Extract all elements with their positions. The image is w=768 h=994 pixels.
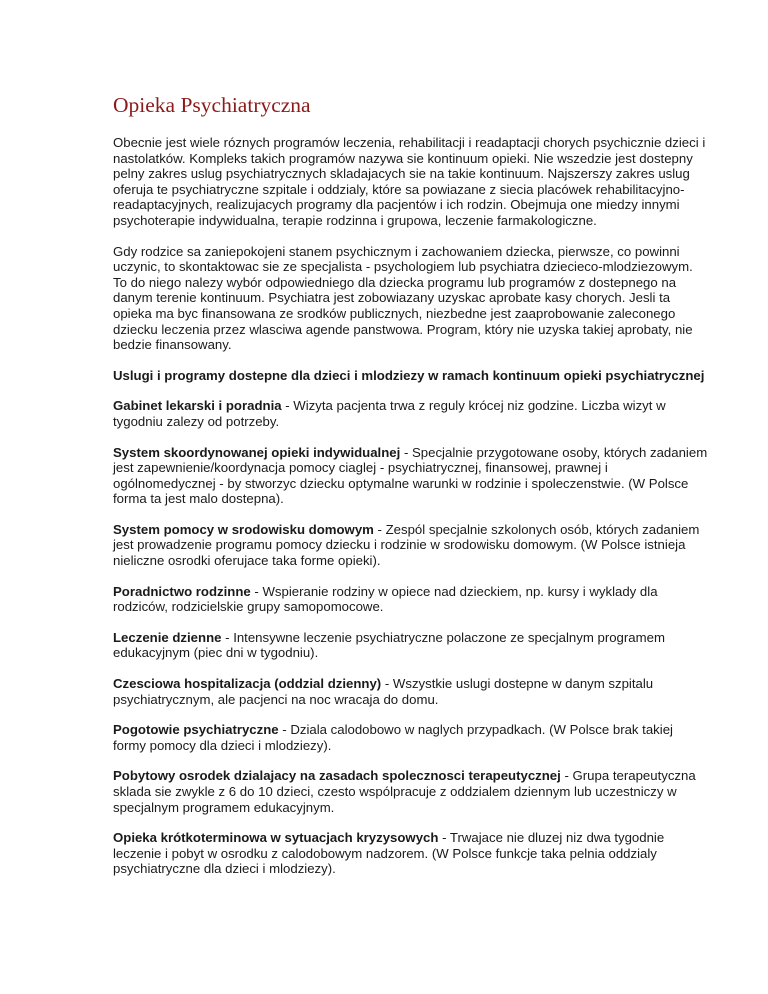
item-term: Pogotowie psychiatryczne <box>113 722 279 738</box>
list-item <box>113 630 708 661</box>
list-item <box>113 722 708 753</box>
item-term: Opieka krótkoterminowa w sytuacjach kryzysowych <box>113 830 439 846</box>
list-item <box>113 768 708 815</box>
item-description: - Grupa terapeutyczna sklada sie zwykle z 6 do 10 dzieci, czesto wspólpracuje z oddzialem dziennym lub uczestniczy w specjalnym programem edukacyjnym. <box>113 768 696 815</box>
item-term: Czesciowa hospitalizacja (oddzial dzienny) <box>113 676 382 692</box>
section-heading: Uslugi i programy dostepne dla dzieci i mlodziezy w ramach kontinuum opieki psychiatrycznej <box>113 367 705 383</box>
item-term: System skoordynowanej opieki indywidualnej <box>113 444 401 460</box>
list-item <box>113 445 708 507</box>
list-item <box>113 830 708 877</box>
parents-paragraph: Gdy rodzice sa zaniepokojeni stanem psychicznym i zachowaniem dziecka, pierwsze, co powinni uczynic, to skontaktowac sie ze specjalista - psychologiem lub psychiatra dziecieco-mlodziezowym. To do niego nalezy wybór odpowiedniego dla dziecka programu lub programów z dostepnego na danym terenie kontinuum. Psychiatra jest zobowiazany uzyskac aprobate kasy chorych. Jesli ta opieka ma byc finansowana ze srodków publicznych, niezbedne jest zaaprobowanie zaleconego dziecku leczenia przez wlasciwa agende panstwowa. Program, który nie uzyska takiej aprobaty, nie bedzie finansowany. <box>113 243 693 353</box>
item-description: - Intensywne leczenie psychiatryczne polaczone ze specjalnym programem edukacyjnym (piec dni w tygodniu). <box>113 629 665 661</box>
intro-paragraph: Obecnie jest wiele róznych programów leczenia, rehabilitacji i readaptacji chorych psychicznie dzieci i nastolatków. Kompleks takich programów nazywa sie kontinuum opieki. Nie wszedzie jest dostepny pelny zakres uslug psychiatrycznych skladajacych sie na takie kontinuum. Najszerszy zakres uslug oferuja te psychiatryczne szpitale i oddzialy, które sa powiazane z siecia placówek rehabilitacyjno-readaptacyjnych, realizujacych programy dla pacjentów i ich rodzin. Obejmuja one miedzy innymi psychoterapie indywidualna, terapie rodzinna i grupowa, leczenie farmakologiczne. <box>113 135 706 228</box>
list-item <box>113 522 708 569</box>
item-description: - Zespól specjalnie szkolonych osób, których zadaniem jest prowadzenie programu pomocy dziecku i rodzinie w srodowisku domowym. (W Polsce istnieja nieliczne osrodki oferujace taka forme opieki). <box>113 521 700 569</box>
item-term: Poradnictwo rodzinne <box>113 583 251 599</box>
list-item <box>113 398 708 429</box>
item-term: Pobytowy osrodek dzialajacy na zasadach spolecznosci terapeutycznej <box>113 768 561 784</box>
item-description: - Wszystkie uslugi dostepne w danym szpitalu psychiatrycznym, ale pacjenci na noc wracaja do domu. <box>113 676 654 707</box>
list-item <box>113 584 708 615</box>
page-title: Opieka Psychiatryczna <box>113 93 311 117</box>
item-term: System pomocy w srodowisku domowym <box>113 521 374 537</box>
item-description: - Specjalnie przygotowane osoby, których zadaniem jest zapewnienie/koordynacja pomocy ciaglej - psychiatrycznej, finansowej, prawnej i ogólnomedycznej - by stworzyc dziecku optymalne warunki w rodzinie i spoleczenstwie. (W Polsce forma ta jest malo dostepna). <box>113 444 708 507</box>
item-description: - Trwajace nie dluzej niz dwa tygodnie leczenie i pobyt w osrodku z calodobowym nadzorem. (W Polsce funkcje taka pelnia oddzialy psychiatryczne dla dzieci i mlodziezy). <box>113 830 665 877</box>
item-term: Leczenie dzienne <box>113 629 222 645</box>
item-description: - Dziala calodobowo w naglych przypadkach. (W Polsce brak takiej formy pomocy dla dzieci i mlodziezy). <box>113 722 673 753</box>
item-description: - Wizyta pacjenta trwa z reguly krócej niz godzine. Liczba wizyt w tygodniu zalezy od potrzeby. <box>113 398 666 429</box>
item-term: Gabinet lekarski i poradnia <box>113 398 282 414</box>
item-description: - Wspieranie rodziny w opiece nad dzieckiem, np. kursy i wyklady dla rodziców, rodzicielskie grupy samopomocowe. <box>113 583 658 615</box>
list-item <box>113 676 708 707</box>
